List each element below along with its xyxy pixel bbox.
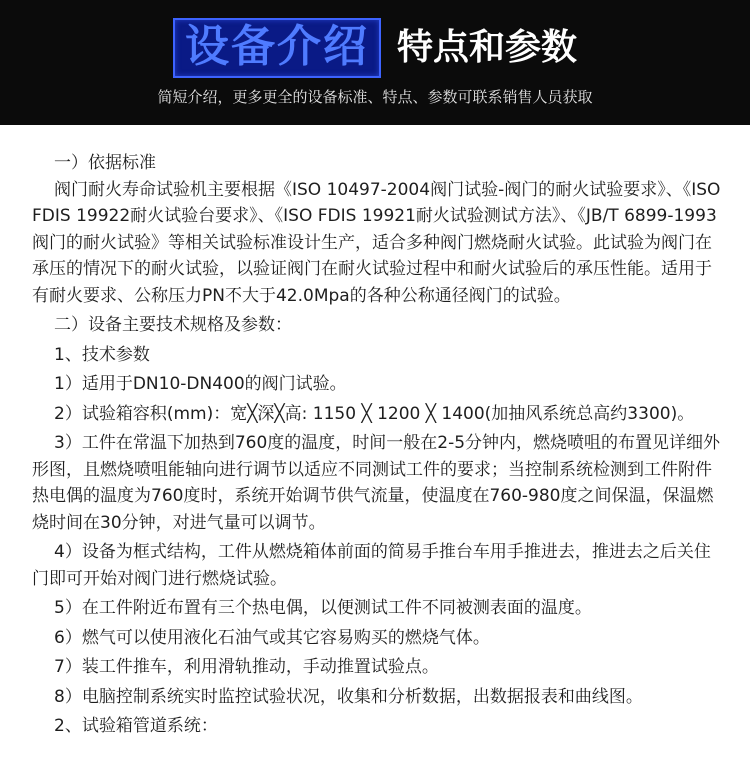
header-banner [0,0,750,125]
list-item: 2）试验箱容积(mm)：宽╳深╳高: 1150 ╳ 1200 ╳ 1400(加抽风系统总高约3300)。 [54,403,695,424]
title-side: 特点和参数 [396,27,577,68]
list-item: 6）燃气可以使用液化石油气或其它容易购买的燃烧气体。 [54,627,490,648]
section-1-heading: 一）依据标准 [54,153,156,173]
subtitle: 简短介绍，更多更全的设备标准、特点、参数可联系销售人员获取 [157,88,593,106]
title-highlight: 设备介绍 [173,18,381,78]
list-item: 1）适用于DN10-DN400的阀门试验。 [54,374,347,394]
title-row [0,18,750,78]
document-body [32,150,722,740]
subsection-1-heading: 1、技术参数 [54,344,150,365]
list-item: 8）电脑控制系统实时监控试验状况，收集和分析数据，出数据报表和曲线图。 [54,686,643,707]
list-item: 3）工件在常温下加热到760度的温度，时间一般在2-5分钟内，燃烧喷咀的布置见详细外形图，且燃烧喷咀能轴向进行调节以适应不同测试工件的要求；当控制系统检测到工件附件热电偶的温度为760度时，系统开始调节供气流量，使温度在760-980度之间保温，保温燃烧时间在30分钟，对进气量可以调节。 [32,433,721,533]
section-1-body: 阀门耐火寿命试验机主要根据《ISO 10497-2004阀门试验-阀门的耐火试验要求》、《ISO FDIS 19922耐火试验台要求》、《ISO FDIS 19921耐火试验测试方法》、《JB/T 6899-1993阀门的耐火试验》等相关试验标准设计生产，适合多种阀门燃烧耐火试验。此试验为阀门在承压的情况下的耐火试验，以验证阀门在耐火试验过程中和耐火试验后的承压性能。适用于有耐火要求、公称压力PN不大于42.0Mpa的各种公称通径阀门的试验。 [32,179,721,306]
list-item: 4）设备为框式结构，工件从燃烧箱体前面的简易手推台车用手推进去，推进去之后关住门即可开始对阀门进行燃烧试验。 [32,542,711,589]
list-item: 5）在工件附近布置有三个热电偶，以便测试工件不同被测表面的温度。 [54,598,592,618]
section-2-heading: 二）设备主要技术规格及参数： [54,315,292,335]
list-item: 7）装工件推车，利用滑轨推动，手动推置试验点。 [54,657,439,677]
subsection-2-heading: 2、试验箱管道系统： [54,716,218,736]
